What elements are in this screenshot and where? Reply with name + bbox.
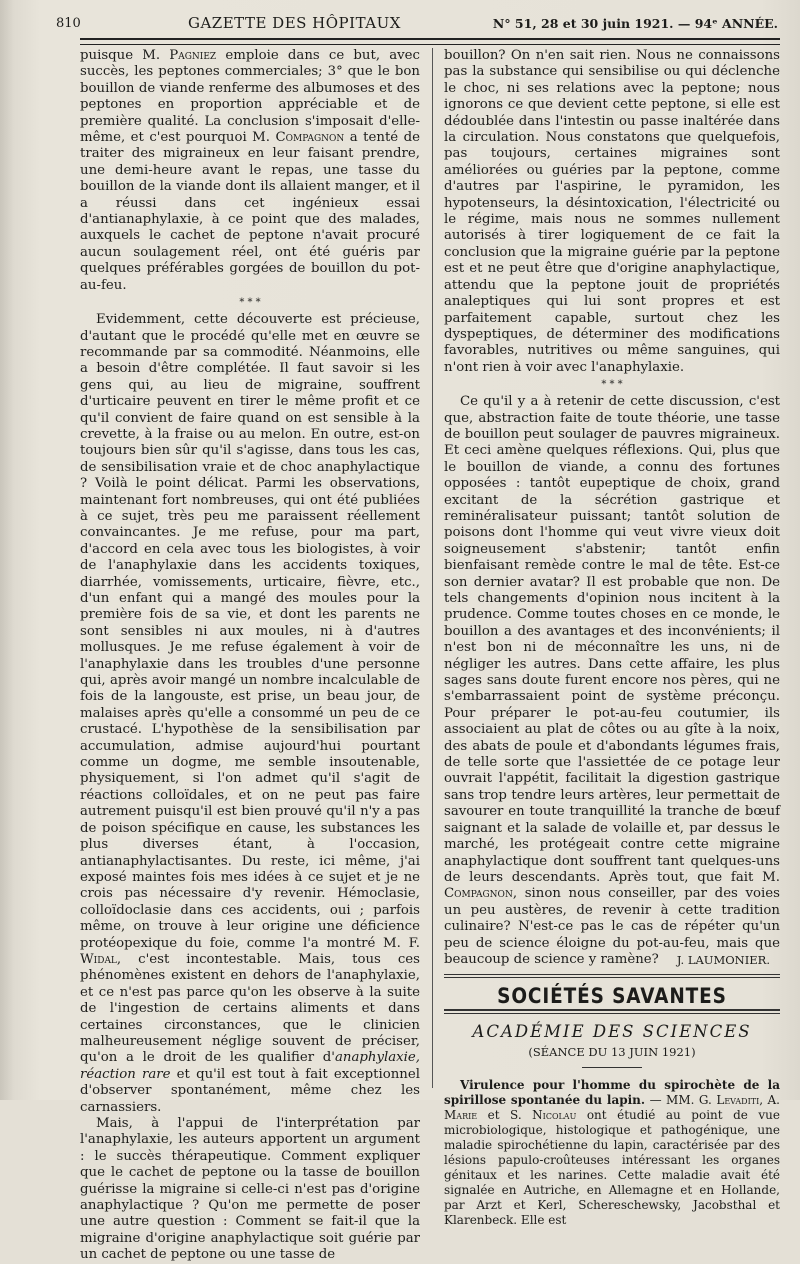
left-paragraph-1: puisque M. Pagniez emploie dans ce but, avec succès, les peptones commerciales; 3° que le bon bouillon de viande renferme des albumoses et des peptones en proportion appréciable et de première qualité. La conclusion s'imposait d'elle-même, et c'est pourquoi M. Compagnon a tenté de traiter des migraineux en leur faisant prendre, une demi-heure avant le repas, une tasse du bouillon de la viande dont ils allaient manger, et il a réussi dans cet ingénieux essai d'antianaphylaxie, à ce point que des malades, auxquels le cachet de peptone n'avait procuré aucun soulagement réel, ont été guéris par quelques préférables gorgées de bouillon du pot-au-feu. — [80, 48, 421, 293]
left-paragraph-3: Mais, à l'appui de l'interprétation par l'anaphylaxie, les auteurs apportent un argument : le succès thérapeutique. Comment expliquer que le cachet de peptone ou la tasse de bouillon guérisse la migraine si celle-ci n'est pas d'origine anaphylactique ? Qu'on me permette de poser une autre question : Comment se fait-il que la migraine d'origine anaphylactique soit guérie par un cachet de peptone ou une tasse de — [80, 1116, 420, 1263]
academy-heading: ACADÉMIE DES SCIENCES — [472, 1021, 752, 1041]
author-widal: Widal — [80, 951, 117, 967]
right-paragraph-2: Ce qu'il y a à retenir de cette discussion, c'est que, abstraction faite de toute théorie, une tasse de bouillon peut soulager de pauvres migraineux. Et ceci amène quelques réflexions. Qui, plus que le bouillon de viande, a connu des fortunes opposées : tantôt eupeptique de choix, grand excitant de la sécrétion gastrique et reminéralisateur puissant; tantôt solution de poisons dont l'homme qui veut vivre vieux doit soigneusement s'abstenir; tantôt enfin bienfaisant remède contre le mal de tête. Est-ce son dernier avatar? Il est probable que non. De tels changements d'opinion nous incitent à la prudence. Comme toutes choses en ce monde, le bouillon a des avantages et des inconvénients; il n'est bon ni de méconnaître les uns, ni de négliger les autres. Dans cette affaire, les plus sages sans doute furent encore nos pères, qui ne s'embarrassaient point de système préconçu. Pour préparer le pot-au-feu coutumier, ils associaient au plat de côtes ou au gîte à la noix, des abats de poule et d'abondants légumes frais, de telle sorte que l'assiettée de ce potage leur ouvrait l'appétit, facilitait la digestion gastrique sans trop tendre leurs artères, leur permettait de savourer en toute tranquillité la tranche de bœuf saignant et la salade de volaille et, par dessus le marché, les protégeait contre cette migraine anaphylactique dont souffrent tant quelques-uns de leurs descendants. Après tout, que fait M. Compagnon, sinon nous conseiller, par des voies un peu austères, de revenir à cette tradition culinaire? N'est-ce pas le cas de répéter qu'un peu de science éloigne du pot-au-feu, mais que beaucoup de science y ramène? J. LAUMONIER. — [444, 394, 780, 967]
right-column — [444, 48, 780, 1227]
section-separator — [444, 974, 780, 978]
left-column — [80, 48, 421, 1263]
section-title: SOCIÉTÉS SAVANTES — [497, 984, 727, 1009]
author-compagnon-2: Compagnon — [444, 886, 513, 902]
column-divider — [432, 48, 433, 1088]
signature: J. LAUMONIER. — [676, 952, 770, 967]
article-title: Virulence pour l'homme du spirochète de la spirillose spontanée du lapin. — [444, 1077, 780, 1107]
section-stars-2: * * * — [601, 379, 623, 391]
author-compagnon: Compagnon — [275, 130, 345, 146]
page-header — [56, 12, 778, 34]
author-pagniez: Pagniez — [169, 48, 217, 63]
left-paragraph-2: Evidemment, cette découverte est précieuse, d'autant que le procédé qu'elle met en œuvre se recommande par sa commodité. Néanmoins, elle a besoin d'être complétée. Il faut savoir si les gens qui, au lieu de migraine, souffrent d'urticaire peuvent en tirer le même profit et ce qu'il convient de faire quand on est sensible à la crevette, à la fraise ou au melon. En outre, est-on toujours bien sûr qu'il s'agisse, dans tous les cas, de sensibilisation vraie et de choc anaphylactique ? Voilà le point délicat. Parmi les observations, maintenant fort nombreuses, qui ont été publiées à ce sujet, très peu me paraissent réellement convaincantes. Je me refuse, pour ma part, d'accord en cela avec tous les biologistes, à voir de l'anaphylaxie dans les accidents toxiques, diarrhée, vomissements, urticaire, fièvre, etc., d'un enfant qui a mangé des moules pour la première fois de sa vie, et dont les parents ne sont sensibles ni aux moules, ni à d'autres mollusques. Je me refuse également à voir de l'anaphylaxie dans les troubles d'une personne qui, après avoir mangé un nombre incalculable de fois de la langouste, est prise, un beau jour, de malaises après qu'elle a consommé un peu de ce crustacé. L'hypothèse de la sensibilisation par accumulation, admise aujourd'hui pourtant comme un dogme, me semble insoutenable, physiquement, si l'on admet qu'il s'agit de réactions colloïdales, et on ne peut pas faire autrement puisqu'il est bien prouvé qu'il n'y a pas de poison spécifique en cause, les substances les plus diverses étant, à l'occasion, antianaphylactisantes. Du reste, ici même, j'ai exposé maintes fois mes idées à ce sujet et je ne crois pas nécessaire d'y revenir. Hémoclasie, colloïdoclasie dans ces accidents, oui ; parfois même, on trouve à leur origine une déficience protéopexique du foie, comme l'a montré M. F. Widal, c'est incontestable. Mais, tous ces phénomènes existent en dehors de l'anaphylaxie, et ce n'est pas parce qu'on les observe à la suite de l'ingestion de certains aliments et dans certaines circonstances, que le clinicien malheureusement néglige souvent de préciser, qu'on a le droit de les qualifier d'anaphylaxie, réaction rare et qu'il est tout à fait exceptionnel d'observer spontanément, même chez les carnassiers. — [80, 312, 420, 1115]
issue-info: N° 51, 28 et 30 juin 1921. — 94ᵉ ANNÉE. — [492, 15, 778, 31]
academy-article: Virulence pour l'homme du spirochète de la spirillose spontanée du lapin. — MM. G. Levaditi, A. Marie et S. Nicolau ont étudié au point de vue microbiologique, histologique et pathogénique, une maladie spirochétienne du lapin, caractérisée par des lésions papulo-croûteuses intéressant les organes génitaux et les narines. Cette maladie avait été signalée en Autriche, en Allemagne et en Hollande, par Arzt et Kerl, Schereschewsky, Jacobsthal et Klarenbeck. Elle est — [444, 1077, 780, 1227]
section-title-rule — [444, 1009, 780, 1014]
session-date: (SÉANCE DU 13 JUIN 1921) — [528, 1045, 696, 1060]
right-paragraph-1: bouillon? On n'en sait rien. Nous ne connaissons pas la substance qui sensibilise ou qui déclenche le choc, ni ses relations avec la peptone; nous ignorons ce que devient cette peptone, si elle est dédoublée dans l'intestin ou passe inaltérée dans la circulation. Nous constatons que quelquefois, pas toujours, certaines migraines sont améliorées ou guéries par la peptone, comme d'autres par l'aspirine, le pyramidon, les hypotenseurs, la désintoxication, l'électricité ou le régime, mais nous ne sommes nullement autorisés à tirer logiquement de ce fait la conclusion que la migraine guérie par la peptone est et ne peut être que d'origine anaphylactique, attendu que la peptone jouit de propriétés analeptiques qui lui sont propres et est parfaitement capable, surtout chez les dyspeptiques, de déterminer des modifications favorables, nutritives ou même sanguines, qui n'ont rien à voir avec l'anaphylaxie. — [444, 48, 780, 375]
section-stars: * * * — [239, 297, 261, 309]
page-number: 810 — [56, 15, 81, 31]
journal-title: GAZETTE DES HÔPITAUX — [187, 14, 401, 32]
header-rule — [80, 38, 780, 45]
short-rule — [582, 1067, 642, 1068]
